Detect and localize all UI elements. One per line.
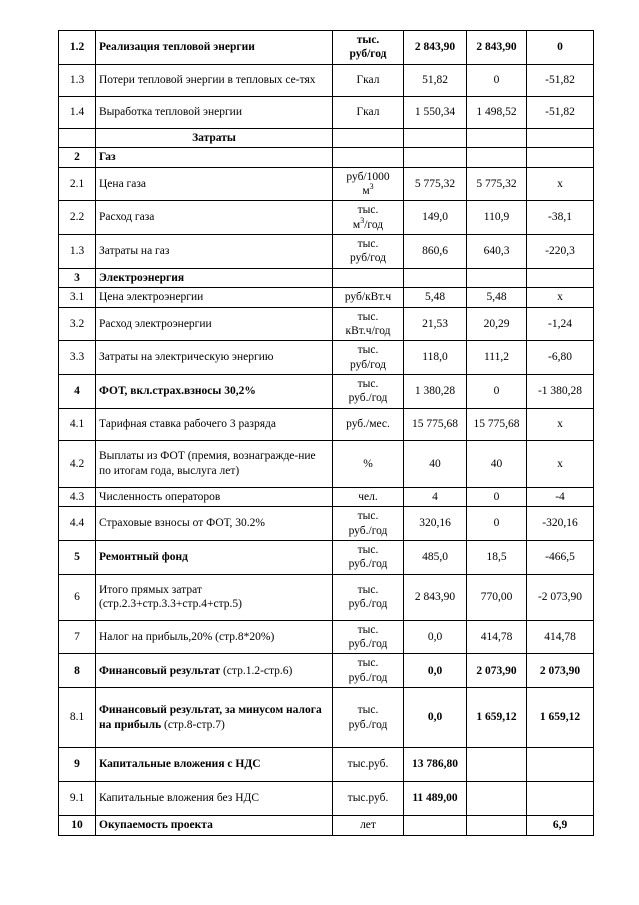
value-col-2: 111,2 xyxy=(467,341,527,375)
value-col-2: 0 xyxy=(467,375,527,409)
row-unit: Гкал xyxy=(333,96,404,128)
value-col-1 xyxy=(404,148,467,167)
value-col-3: -4 xyxy=(527,487,594,506)
row-unit: руб./мес. xyxy=(333,408,404,440)
row-unit: % xyxy=(333,440,404,487)
value-col-1 xyxy=(404,816,467,835)
value-col-2: 18,5 xyxy=(467,540,527,574)
row-unit: чел. xyxy=(333,487,404,506)
value-col-1 xyxy=(404,268,467,287)
row-unit: тыс. руб./год xyxy=(333,375,404,409)
value-col-1: 51,82 xyxy=(404,64,467,96)
row-name: Ремонтный фонд xyxy=(96,540,333,574)
value-col-3 xyxy=(527,268,594,287)
row-name: Финансовый результат (стр.1.2-стр.6) xyxy=(96,654,333,688)
row-name: Налог на прибыль,20% (стр.8*20%) xyxy=(96,620,333,654)
value-col-2: 20,29 xyxy=(467,307,527,341)
table-row xyxy=(59,341,594,375)
section-title: Затраты xyxy=(96,128,333,147)
value-col-2: 0 xyxy=(467,487,527,506)
row-unit: тыс. руб./год xyxy=(333,540,404,574)
row-name: Реализация тепловой энергии xyxy=(96,31,333,65)
table-row xyxy=(59,375,594,409)
value-col-1: 1 550,34 xyxy=(404,96,467,128)
value-col-3: 0 xyxy=(527,31,594,65)
row-unit: тыс. $м^3$/год xyxy=(333,201,404,235)
row-number: 9.1 xyxy=(59,782,96,816)
value-col-3: -320,16 xyxy=(527,507,594,541)
table-row xyxy=(59,574,594,620)
table-row xyxy=(59,201,594,235)
table-row xyxy=(59,167,594,201)
row-number: 4.3 xyxy=(59,487,96,506)
value-col-3 xyxy=(527,782,594,816)
row-number: 1.2 xyxy=(59,31,96,65)
row-number: 3.1 xyxy=(59,288,96,307)
section-title: Газ xyxy=(96,148,333,167)
row-number: 2.1 xyxy=(59,167,96,201)
row-number: 1.3 xyxy=(59,64,96,96)
value-col-3: х xyxy=(527,288,594,307)
value-col-3: -1 380,28 xyxy=(527,375,594,409)
row-number: 1.3 xyxy=(59,235,96,269)
row-name: Потери тепловой энергии в тепловых се-тях xyxy=(96,64,333,96)
section-header-row xyxy=(59,148,594,167)
table-row xyxy=(59,408,594,440)
row-name: Численность операторов xyxy=(96,487,333,506)
table-row xyxy=(59,540,594,574)
value-col-3: 2 073,90 xyxy=(527,654,594,688)
table-row xyxy=(59,288,594,307)
table-row xyxy=(59,688,594,748)
value-col-1: 2 843,90 xyxy=(404,574,467,620)
value-col-1: 11 489,00 xyxy=(404,782,467,816)
value-col-2 xyxy=(467,782,527,816)
row-number: 3.3 xyxy=(59,341,96,375)
row-number: 4.1 xyxy=(59,408,96,440)
value-col-3: 6,9 xyxy=(527,816,594,835)
row-name: Капитальные вложения без НДС xyxy=(96,782,333,816)
row-name: Итого прямых затрат (стр.2.3+стр.3.3+стр.4+стр.5) xyxy=(96,574,333,620)
table-row xyxy=(59,31,594,65)
table-row xyxy=(59,507,594,541)
row-unit xyxy=(333,128,404,147)
section-header-row xyxy=(59,128,594,147)
row-number: 10 xyxy=(59,816,96,835)
row-name: Финансовый результат, за минусом налога на прибыль (стр.8-стр.7) xyxy=(96,688,333,748)
value-col-1: 149,0 xyxy=(404,201,467,235)
value-col-1: 0,0 xyxy=(404,654,467,688)
table-row xyxy=(59,307,594,341)
row-name: Выплаты из ФОТ (премия, вознагражде-ние по итогам года, выслуга лет) xyxy=(96,440,333,487)
table-row xyxy=(59,235,594,269)
value-col-3: 1 659,12 xyxy=(527,688,594,748)
row-number: 1.4 xyxy=(59,96,96,128)
row-unit: Гкал xyxy=(333,64,404,96)
value-col-1: 485,0 xyxy=(404,540,467,574)
row-name: Расход электроэнергии xyxy=(96,307,333,341)
value-col-1: 0,0 xyxy=(404,688,467,748)
value-col-2: 1 659,12 xyxy=(467,688,527,748)
value-col-3: 414,78 xyxy=(527,620,594,654)
value-col-2: 2 843,90 xyxy=(467,31,527,65)
row-number xyxy=(59,128,96,147)
row-unit: тыс. руб./год xyxy=(333,507,404,541)
row-number: 4.2 xyxy=(59,440,96,487)
row-name: Окупаемость проекта xyxy=(96,816,333,835)
table-row xyxy=(59,487,594,506)
row-unit: тыс.руб. xyxy=(333,782,404,816)
row-number: 5 xyxy=(59,540,96,574)
value-col-3 xyxy=(527,748,594,782)
value-col-3: -220,3 xyxy=(527,235,594,269)
table-row xyxy=(59,620,594,654)
row-number: 6 xyxy=(59,574,96,620)
row-number: 8 xyxy=(59,654,96,688)
value-col-1: 13 786,80 xyxy=(404,748,467,782)
row-unit: лет xyxy=(333,816,404,835)
row-unit: тыс. руб/год xyxy=(333,235,404,269)
value-col-1: 5,48 xyxy=(404,288,467,307)
value-col-1: 40 xyxy=(404,440,467,487)
row-unit: руб/кВт.ч xyxy=(333,288,404,307)
value-col-2: 5,48 xyxy=(467,288,527,307)
row-unit: тыс. руб./год xyxy=(333,574,404,620)
row-name: Капитальные вложения с НДС xyxy=(96,748,333,782)
value-col-3: -2 073,90 xyxy=(527,574,594,620)
table-row xyxy=(59,64,594,96)
value-col-2: 40 xyxy=(467,440,527,487)
value-col-3: -51,82 xyxy=(527,96,594,128)
section-title: Электроэнергия xyxy=(96,268,333,287)
value-col-1 xyxy=(404,128,467,147)
value-col-3 xyxy=(527,128,594,147)
value-col-3: х xyxy=(527,440,594,487)
row-unit xyxy=(333,148,404,167)
value-col-3 xyxy=(527,148,594,167)
value-col-1: 15 775,68 xyxy=(404,408,467,440)
row-unit: тыс. руб./год xyxy=(333,654,404,688)
table-row xyxy=(59,748,594,782)
value-col-1: 0,0 xyxy=(404,620,467,654)
row-unit xyxy=(333,268,404,287)
value-col-2: 1 498,52 xyxy=(467,96,527,128)
value-col-2: 414,78 xyxy=(467,620,527,654)
table-row xyxy=(59,816,594,835)
row-name: Затраты на электрическую энергию xyxy=(96,341,333,375)
row-name: Страховые взносы от ФОТ, 30.2% xyxy=(96,507,333,541)
financial-table-body xyxy=(59,31,594,836)
value-col-1: 118,0 xyxy=(404,341,467,375)
row-name: ФОТ, вкл.страх.взносы 30,2% xyxy=(96,375,333,409)
value-col-3: -6,80 xyxy=(527,341,594,375)
value-col-2 xyxy=(467,268,527,287)
value-col-2 xyxy=(467,128,527,147)
row-name: Цена электроэнергии xyxy=(96,288,333,307)
value-col-2: 0 xyxy=(467,507,527,541)
value-col-2 xyxy=(467,148,527,167)
value-col-2: 15 775,68 xyxy=(467,408,527,440)
section-header-row xyxy=(59,268,594,287)
value-col-3: х xyxy=(527,408,594,440)
table-row xyxy=(59,96,594,128)
value-col-2 xyxy=(467,748,527,782)
value-col-3: х xyxy=(527,167,594,201)
row-unit: тыс. руб./год xyxy=(333,620,404,654)
table-row xyxy=(59,440,594,487)
row-unit: тыс. руб/год xyxy=(333,31,404,65)
row-unit: тыс. кВт.ч/год xyxy=(333,307,404,341)
row-number: 8.1 xyxy=(59,688,96,748)
row-unit: тыс. руб./год xyxy=(333,688,404,748)
row-number: 2.2 xyxy=(59,201,96,235)
value-col-2 xyxy=(467,816,527,835)
value-col-3: -38,1 xyxy=(527,201,594,235)
table-row xyxy=(59,654,594,688)
value-col-2: 2 073,90 xyxy=(467,654,527,688)
row-number: 3.2 xyxy=(59,307,96,341)
row-number: 4 xyxy=(59,375,96,409)
row-name: Выработка тепловой энергии xyxy=(96,96,333,128)
value-col-3: -51,82 xyxy=(527,64,594,96)
value-col-1: 860,6 xyxy=(404,235,467,269)
row-number: 4.4 xyxy=(59,507,96,541)
value-col-2: 640,3 xyxy=(467,235,527,269)
row-unit: руб/1000 $м^3$ xyxy=(333,167,404,201)
value-col-2: 5 775,32 xyxy=(467,167,527,201)
table-row xyxy=(59,782,594,816)
row-unit: тыс.руб. xyxy=(333,748,404,782)
row-name: Затраты на газ xyxy=(96,235,333,269)
value-col-1: 21,53 xyxy=(404,307,467,341)
row-name: Цена газа xyxy=(96,167,333,201)
value-col-2: 770,00 xyxy=(467,574,527,620)
value-col-1: 320,16 xyxy=(404,507,467,541)
row-number: 3 xyxy=(59,268,96,287)
financial-table xyxy=(58,30,594,836)
row-number: 9 xyxy=(59,748,96,782)
value-col-3: -1,24 xyxy=(527,307,594,341)
value-col-2: 0 xyxy=(467,64,527,96)
row-name: Расход газа xyxy=(96,201,333,235)
value-col-1: 1 380,28 xyxy=(404,375,467,409)
row-name: Тарифная ставка рабочего 3 разряда xyxy=(96,408,333,440)
value-col-1: 5 775,32 xyxy=(404,167,467,201)
value-col-1: 4 xyxy=(404,487,467,506)
row-number: 2 xyxy=(59,148,96,167)
row-unit: тыс. руб/год xyxy=(333,341,404,375)
value-col-2: 110,9 xyxy=(467,201,527,235)
value-col-1: 2 843,90 xyxy=(404,31,467,65)
row-number: 7 xyxy=(59,620,96,654)
value-col-3: -466,5 xyxy=(527,540,594,574)
